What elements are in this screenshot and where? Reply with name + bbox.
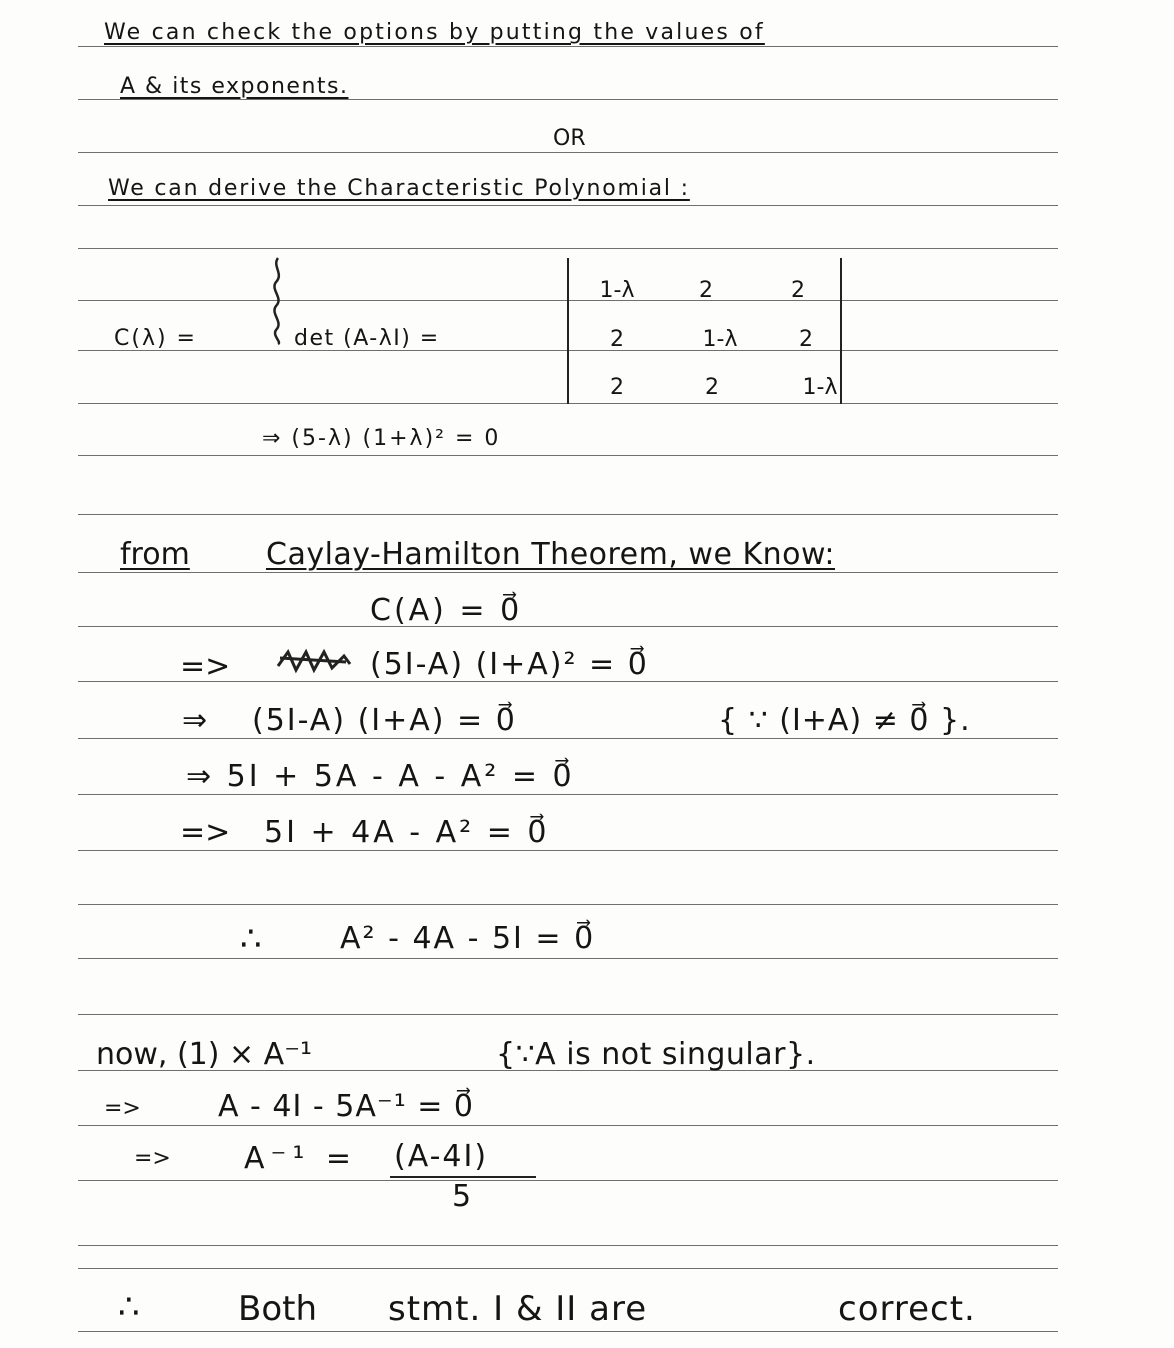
fraction-denominator: 5	[452, 1179, 472, 1214]
matrix-cell: 2	[705, 375, 719, 400]
ruled-line	[78, 626, 1058, 627]
cayley-hamilton-line: Caylay-Hamilton Theorem, we Know:	[266, 537, 836, 572]
matrix-cell: 2	[610, 375, 624, 400]
step-arrow: =>	[180, 815, 231, 850]
ruled-line	[78, 958, 1058, 959]
step-arrow: =>	[104, 1096, 141, 1121]
scribble-mark	[270, 256, 286, 346]
equation-step-4: 5I + 4A - A² = 0⃗	[264, 815, 550, 850]
derive-line: We can derive the Characteristic Polynomial :	[108, 176, 690, 201]
matrix-cell: 1-λ	[702, 327, 738, 352]
matrix-cell: 1-λ	[599, 278, 635, 303]
ruled-line	[78, 850, 1058, 851]
determinant-bar-left	[567, 258, 569, 404]
ruled-line	[78, 1268, 1058, 1269]
therefore-symbol: ∴	[240, 919, 262, 959]
equation-step-3: ⇒ 5I + 5A - A - A² = 0⃗	[186, 759, 575, 794]
equation-step-6: A - 4I - 5A⁻¹ = 0⃗	[218, 1089, 475, 1124]
ruled-line	[78, 152, 1058, 153]
scribble-mark	[274, 646, 354, 676]
conclusion-statements: stmt. I & II are	[388, 1289, 648, 1329]
intro-line-2: A & its exponents.	[120, 74, 349, 99]
c-lambda-label: C(λ) =	[114, 326, 197, 351]
step-arrow: =>	[134, 1146, 171, 1171]
ruled-line	[78, 1180, 1058, 1181]
ruled-line	[78, 1125, 1058, 1126]
step-2-note: { ∵ (I+A) ≠ 0⃗ }.	[718, 703, 971, 738]
therefore-symbol: ∴	[118, 1287, 140, 1327]
step-arrow: ⇒	[182, 703, 208, 738]
ruled-line	[78, 794, 1058, 795]
matrix-cell: 2	[791, 278, 805, 303]
from-word: from	[120, 537, 190, 572]
now-note: {∵A is not singular}.	[496, 1037, 816, 1072]
fraction-bar	[390, 1176, 536, 1178]
fraction-numerator: (A-4I)	[394, 1139, 489, 1174]
ruled-line	[78, 738, 1058, 739]
matrix-cell: 2	[799, 327, 813, 352]
matrix-cell: 2	[699, 278, 713, 303]
ruled-line	[78, 1245, 1058, 1246]
ruled-line	[78, 46, 1058, 47]
det-expression: det (A-λI) =	[294, 326, 440, 351]
matrix-cell: 2	[610, 327, 624, 352]
c-of-a-equation: C(A) = 0⃗	[370, 593, 523, 628]
ruled-line	[78, 1014, 1058, 1015]
equation-step-7-lhs: A⁻¹ =	[244, 1141, 358, 1176]
equation-step-1: (5I-A) (I+A)² = 0⃗	[370, 647, 649, 682]
equation-step-5: A² - 4A - 5I = 0⃗	[340, 921, 596, 956]
conclusion-correct: correct.	[838, 1289, 976, 1329]
intro-line-1: We can check the options by putting the values of	[104, 20, 765, 45]
polynomial-result: ⇒ (5-λ) (1+λ)² = 0	[262, 426, 501, 451]
step-arrow: =>	[180, 649, 231, 684]
equation-step-2: (5I-A) (I+A) = 0⃗	[252, 703, 517, 738]
ruled-line	[78, 572, 1058, 573]
ruled-line	[78, 205, 1058, 206]
ruled-line	[78, 1331, 1058, 1332]
now-line: now, (1) × A⁻¹	[96, 1037, 313, 1072]
ruled-line	[78, 904, 1058, 905]
conclusion-both: Both	[238, 1289, 318, 1329]
ruled-line	[78, 455, 1058, 456]
ruled-line	[78, 514, 1058, 515]
or-separator: OR	[553, 126, 586, 151]
matrix-cell: 1-λ	[802, 375, 838, 400]
ruled-line	[78, 248, 1058, 249]
